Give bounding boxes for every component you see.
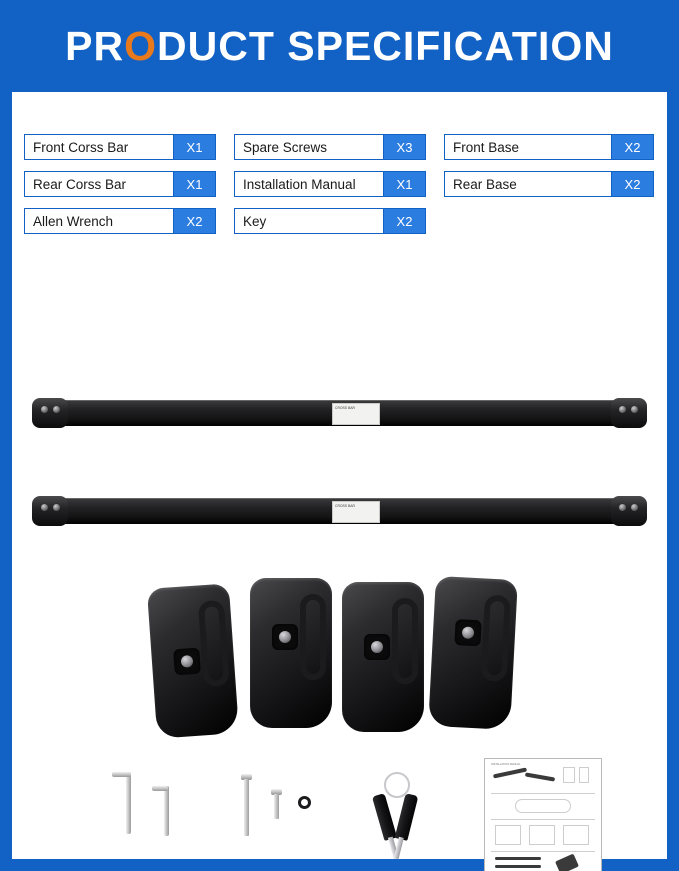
parts-list bbox=[24, 134, 654, 245]
part-qty: X2 bbox=[173, 209, 215, 233]
parts-row bbox=[24, 171, 654, 197]
part-chip-installation-manual bbox=[234, 171, 426, 197]
base-lock-icon bbox=[371, 641, 383, 653]
title-band bbox=[0, 0, 679, 92]
cross-bar-bolt bbox=[53, 504, 60, 511]
cross-bar-sticker: CROSS BAR bbox=[332, 501, 380, 523]
cross-bar-end-right bbox=[611, 496, 647, 526]
cross-bar-end-left bbox=[32, 496, 68, 526]
page-title-part1: PR bbox=[65, 22, 125, 69]
key-two bbox=[395, 793, 419, 841]
manual-figure-oval bbox=[515, 799, 571, 813]
part-name: Front Corss Bar bbox=[33, 139, 129, 155]
cross-bar-bolt bbox=[619, 406, 626, 413]
part-name: Key bbox=[243, 213, 267, 229]
part-chip-spare-screws bbox=[234, 134, 426, 160]
page-title bbox=[65, 23, 614, 70]
parts-column-3 bbox=[444, 171, 654, 197]
part-name: Front Base bbox=[453, 139, 520, 155]
base-strap bbox=[198, 600, 230, 688]
parts-column-2 bbox=[234, 171, 444, 197]
rear-base-right-image bbox=[342, 582, 424, 732]
part-name: Spare Screws bbox=[243, 139, 328, 155]
keys-image bbox=[370, 772, 440, 852]
part-chip-front-base bbox=[444, 134, 654, 160]
part-chip-rear-base bbox=[444, 171, 654, 197]
wrench-long-arm bbox=[164, 786, 169, 836]
part-name: Rear Corss Bar bbox=[33, 176, 127, 192]
allen-wrench-large-image bbox=[112, 772, 152, 834]
cross-bar-sticker: CROSS BAR bbox=[332, 403, 380, 425]
part-qty: X3 bbox=[383, 135, 425, 159]
manual-figure-box bbox=[579, 767, 589, 783]
cross-bar-end-right bbox=[611, 398, 647, 428]
cross-bar-bolt bbox=[41, 504, 48, 511]
allen-wrench-small-image bbox=[152, 786, 184, 836]
cross-bar-end-left bbox=[32, 398, 68, 428]
spare-screw-short-image bbox=[270, 789, 284, 819]
washer-image bbox=[298, 796, 311, 809]
wrench-short-arm bbox=[152, 786, 168, 791]
product-imagery bbox=[12, 270, 667, 859]
part-qty: X2 bbox=[383, 209, 425, 233]
cross-bar-bolt bbox=[631, 504, 638, 511]
manual-step-box bbox=[495, 825, 521, 845]
part-chip-key bbox=[234, 208, 426, 234]
base-strap bbox=[300, 594, 326, 680]
parts-column-1 bbox=[24, 134, 234, 160]
part-chip-allen-wrench bbox=[24, 208, 216, 234]
front-cross-bar-image bbox=[32, 394, 647, 432]
manual-divider bbox=[491, 851, 595, 852]
rear-base-left-image bbox=[250, 578, 332, 728]
front-base-right-image bbox=[428, 576, 518, 730]
base-group bbox=[12, 578, 667, 758]
manual-figure-bar bbox=[525, 772, 555, 781]
manual-divider bbox=[491, 793, 595, 794]
parts-column-1 bbox=[24, 208, 234, 234]
parts-column-2 bbox=[234, 134, 444, 160]
screw-shaft bbox=[244, 779, 249, 836]
cross-bar-bolt bbox=[631, 406, 638, 413]
manual-caption: INSTALLATION MANUAL bbox=[491, 763, 521, 766]
manual-divider bbox=[491, 819, 595, 820]
base-strap bbox=[481, 595, 511, 682]
manual-figure-bar bbox=[555, 854, 579, 871]
parts-column-2 bbox=[234, 208, 444, 234]
part-qty: X1 bbox=[173, 135, 215, 159]
part-chip-front-cross-bar bbox=[24, 134, 216, 160]
wrench-short-arm bbox=[112, 772, 131, 777]
manual-step-box bbox=[563, 825, 589, 845]
part-name: Installation Manual bbox=[243, 176, 356, 192]
page-title-accent-letter: O bbox=[124, 22, 157, 69]
parts-column-1 bbox=[24, 171, 234, 197]
rear-cross-bar-image bbox=[32, 492, 647, 530]
cross-bar-bolt bbox=[619, 504, 626, 511]
parts-column-3 bbox=[444, 208, 654, 234]
key-one bbox=[372, 793, 397, 841]
part-chip-empty bbox=[444, 208, 654, 234]
base-lock-icon bbox=[279, 631, 291, 643]
part-qty: X2 bbox=[611, 135, 653, 159]
cross-bar-bolt bbox=[53, 406, 60, 413]
spare-screw-long-image bbox=[240, 774, 254, 836]
part-name: Rear Base bbox=[453, 176, 517, 192]
key-blade bbox=[394, 837, 404, 860]
manual-figure-bar bbox=[493, 768, 527, 779]
part-qty: X1 bbox=[383, 172, 425, 196]
manual-figure-bar bbox=[495, 865, 541, 868]
cross-bar-bolt bbox=[41, 406, 48, 413]
installation-manual-image bbox=[484, 758, 602, 871]
parts-row bbox=[24, 134, 654, 160]
part-qty: X1 bbox=[173, 172, 215, 196]
parts-row bbox=[24, 208, 654, 234]
manual-step-box bbox=[529, 825, 555, 845]
wrench-long-arm bbox=[126, 772, 131, 834]
screw-shaft bbox=[274, 794, 279, 819]
manual-figure-bar bbox=[495, 857, 541, 860]
front-base-left-image bbox=[147, 583, 239, 738]
page-title-part2: DUCT SPECIFICATION bbox=[157, 22, 614, 69]
part-qty: X2 bbox=[611, 172, 653, 196]
base-strap bbox=[392, 598, 418, 684]
manual-figure-box bbox=[563, 767, 575, 783]
content-card bbox=[12, 92, 667, 859]
part-chip-rear-cross-bar bbox=[24, 171, 216, 197]
parts-column-3 bbox=[444, 134, 654, 160]
part-name: Allen Wrench bbox=[33, 213, 114, 229]
